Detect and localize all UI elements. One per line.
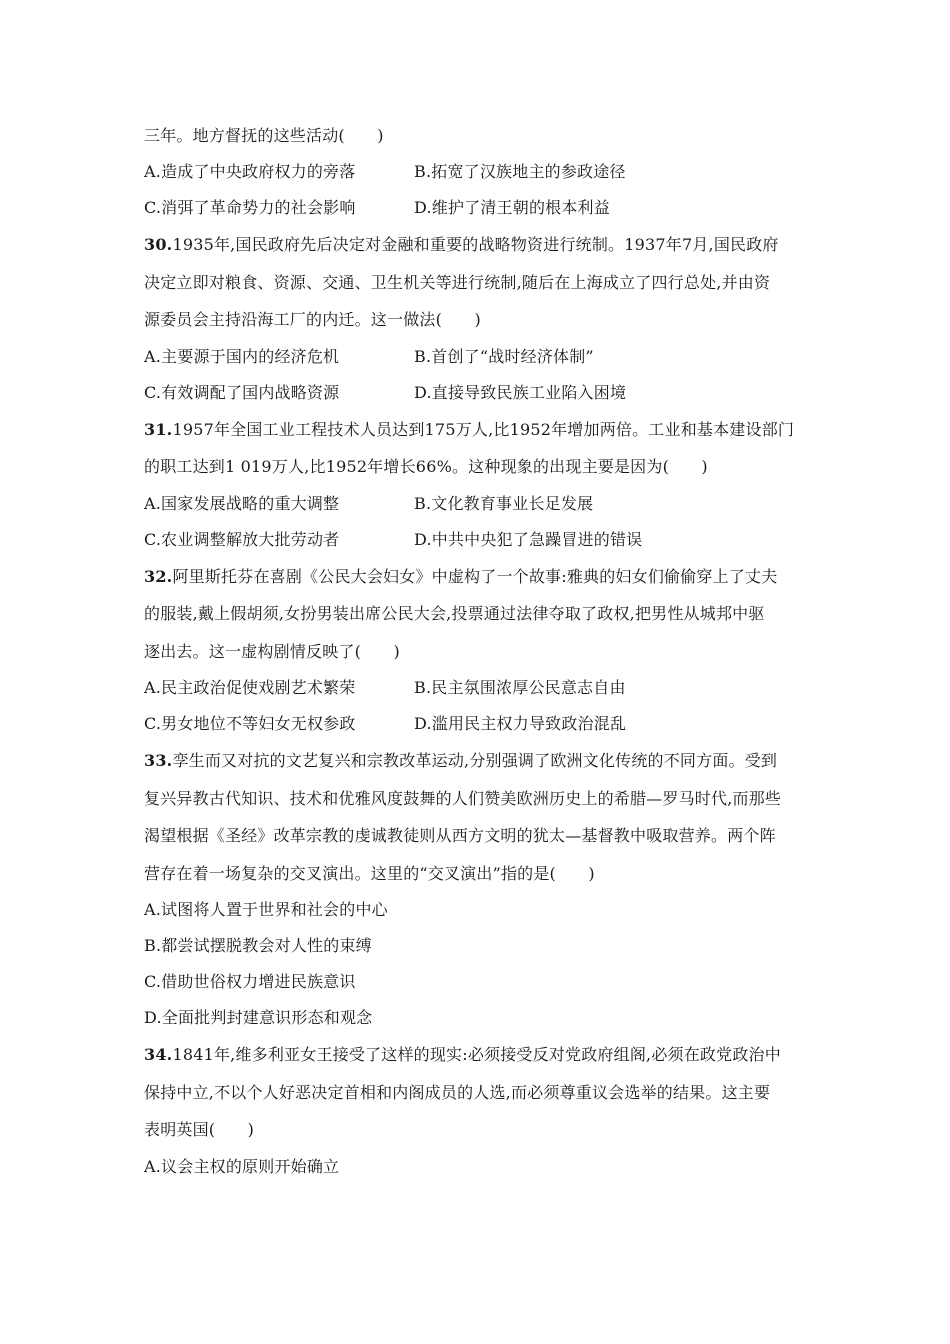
q34-option-a[interactable]: A.议会主权的原则开始确立 (144, 1156, 340, 1176)
exam-page (144, 118, 814, 1185)
q31-option-a[interactable]: A.国家发展战略的重大调整 (144, 493, 340, 513)
q33-option-a[interactable]: A.试图将人置于世界和社会的中心 (144, 900, 388, 919)
q33-stem-line-4: 营存在着一场复杂的交叉演出。这里的“交叉演出”指的是( ) (144, 863, 595, 883)
q33-stem-line-3: 渴望根据《圣经》改革宗教的虔诚教徒则从西方文明的犹太—基督教中吸取营养。两个阵 (144, 826, 776, 845)
q29-options-row-2 (144, 190, 814, 226)
q34-stem-line-3: 表明英国( ) (144, 1120, 255, 1139)
q33-stem-line-1: 33.孪生而又对抗的文艺复兴和宗教改革运动,分别强调了欧洲文化传统的不同方面。受到 (144, 751, 778, 770)
q32-options-row-2 (144, 706, 814, 742)
q32-option-c[interactable]: C.男女地位不等妇女无权参政 (144, 714, 356, 733)
q31-number: 31. (144, 419, 173, 439)
q33-option-c[interactable]: C.借助世俗权力增进民族意识 (144, 972, 356, 991)
q32-option-b[interactable]: B.民主氛围浓厚公民意志自由 (414, 678, 626, 697)
q30-options-row-1 (144, 339, 814, 375)
q32-number: 32. (144, 566, 173, 586)
q32-options-row-1 (144, 670, 814, 706)
q30-number: 30. (144, 235, 173, 254)
q31-stem-line-1: 31.1957年全国工业工程技术人员达到175万人,比1952年增加两倍。工业和基本建设部门 (144, 419, 795, 439)
q31-option-c[interactable]: C.农业调整解放大批劳动者 (144, 529, 340, 549)
q30-option-c[interactable]: C.有效调配了国内战略资源 (144, 382, 340, 402)
q32-option-d[interactable]: D.滥用民主权力导致政治混乱 (414, 714, 627, 733)
q30-options-row-2 (144, 375, 814, 411)
q32-option-a[interactable]: A.民主政治促使戏剧艺术繁荣 (144, 678, 356, 697)
q31-options-row-1 (144, 486, 814, 522)
q30-option-a[interactable]: A.主要源于国内的经济危机 (144, 346, 340, 366)
q30-option-b[interactable]: B.首创了“战时经济体制” (414, 346, 594, 366)
q29-option-d[interactable]: D.维护了清王朝的根本利益 (414, 198, 610, 217)
q33-number: 33. (144, 751, 173, 770)
q29-option-b[interactable]: B.拓宽了汉族地主的参政途径 (414, 162, 626, 181)
q31-option-b[interactable]: B.文化教育事业长足发展 (414, 493, 594, 513)
q29-options-row-1 (144, 154, 814, 190)
q33-option-d[interactable]: D.全面批判封建意识形态和观念 (144, 1008, 373, 1027)
q30-option-d[interactable]: D.直接导致民族工业陷入困境 (414, 382, 627, 402)
q30-stem-line-1: 30.1935年,国民政府先后决定对金融和重要的战略物资进行统制。1937年7月,国民政府 (144, 235, 779, 254)
q33-option-b[interactable]: B.都尝试摆脱教会对人性的束缚 (144, 936, 372, 955)
q29-stem-tail: 三年。地方督抚的这些活动( ) (144, 126, 384, 145)
q31-option-d[interactable]: D.中共中央犯了急躁冒进的错误 (414, 529, 643, 549)
q33-stem-line-2: 复兴异教古代知识、技术和优雅风度鼓舞的人们赞美欧洲历史上的希腊—罗马时代,而那些 (144, 788, 782, 808)
q34-stem-line-1: 34.1841年,维多利亚女王接受了这样的现实:必须接受反对党政府组阁,必须在政党政治中 (144, 1045, 781, 1064)
q29-option-a[interactable]: A.造成了中央政府权力的旁落 (144, 162, 356, 181)
q34-stem-line-2: 保持中立,不以个人好恶决定首相和内阁成员的人选,而必须尊重议会选举的结果。这主要 (144, 1082, 771, 1102)
q34-number: 34. (144, 1045, 173, 1064)
q31-stem-line-2: 的职工达到1 019万人,比1952年增长66%。这种现象的出现主要是因为( ) (144, 457, 708, 476)
q32-stem-line-2: 的服装,戴上假胡须,女扮男装出席公民大会,投票通过法律夺取了政权,把男性从城邦中驱 (144, 604, 765, 623)
q30-stem-line-3: 源委员会主持沿海工厂的内迁。这一做法( ) (144, 310, 481, 329)
q32-stem-line-1: 32.阿里斯托芬在喜剧《公民大会妇女》中虚构了一个故事:雅典的妇女们偷偷穿上了丈夫 (144, 566, 778, 586)
q32-stem-line-3: 逐出去。这一虚构剧情反映了( ) (144, 641, 400, 661)
q30-stem-line-2: 决定立即对粮食、资源、交通、卫生机关等进行统制,随后在上海成立了四行总处,并由资 (144, 272, 771, 292)
q29-option-c[interactable]: C.消弭了革命势力的社会影响 (144, 198, 356, 217)
q31-options-row-2 (144, 522, 814, 558)
